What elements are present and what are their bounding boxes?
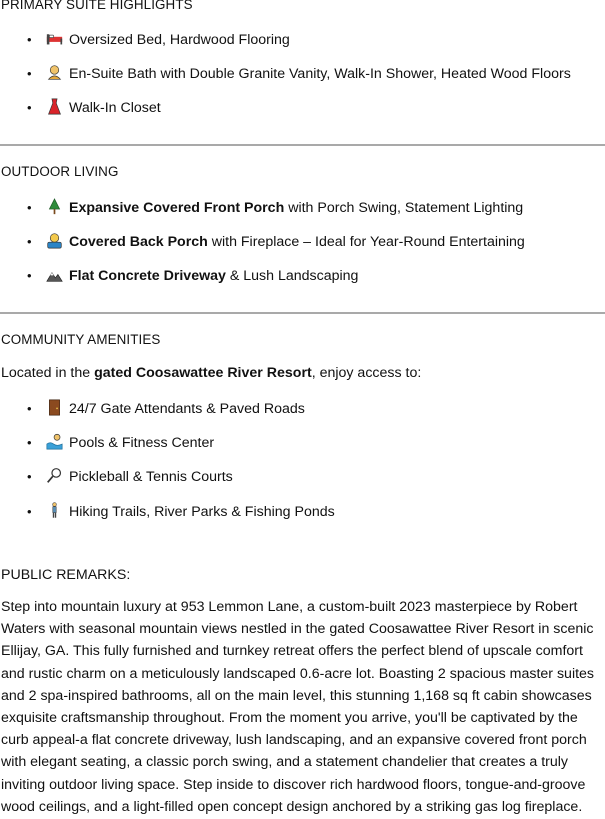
bullet: • <box>27 66 32 82</box>
list-item <box>0 98 605 132</box>
magnifier-icon <box>46 467 63 484</box>
bullet: • <box>27 435 32 451</box>
list-item <box>0 64 605 98</box>
list-item-text: with Porch Swing, Statement Lighting <box>284 200 524 216</box>
list-item <box>0 30 605 64</box>
remarks-line: curb appeal-a flat concrete driveway, lush landscaping, and an expansive covered front porch <box>1 732 587 749</box>
list-item-bold: Covered Back Porch <box>69 234 208 251</box>
person-in-bath-icon <box>46 64 63 81</box>
list-item-bold: Flat Concrete Driveway <box>69 268 226 285</box>
bullet: • <box>27 234 32 250</box>
dress-icon <box>46 98 63 115</box>
bullet: • <box>27 401 32 416</box>
door-icon <box>46 399 63 416</box>
list-item <box>0 467 605 501</box>
list-item-text: En-Suite Bath with Double Granite Vanity, Walk-In Shower, Heated Wood Floors <box>69 66 571 83</box>
list-item-text: with Fireplace – Ideal for Year-Round Entertaining <box>207 234 525 251</box>
mountain-house-icon <box>46 266 63 283</box>
evergreen-tree-icon <box>46 198 63 215</box>
list-item-text: Pickleball & Tennis Courts <box>69 469 233 486</box>
primary-suite-list <box>0 30 605 133</box>
person-icon <box>46 232 63 249</box>
list-item <box>0 232 605 266</box>
list-item <box>0 266 605 300</box>
list-item-text: Oversized Bed, Hardwood Flooring <box>69 32 290 48</box>
bullet: • <box>27 268 32 284</box>
remarks-line: exquisite craftsmanship throughout. From the moment you arrive, you'll be captivated by the <box>1 709 578 726</box>
remarks-line: Ellijay, GA. This fully furnished and turnkey retreat offers the perfect blend of upscale comfort <box>1 643 583 660</box>
swimmer-icon <box>46 433 63 450</box>
public-remarks-label: PUBLIC REMARKS: <box>1 567 131 583</box>
remarks-line: wood ceilings, and a light-filled open concept design anchored by a striking gas log fireplace. <box>1 798 583 815</box>
list-item-bold: Expansive Covered Front Porch <box>69 200 285 216</box>
list-item-text: Hiking Trails, River Parks & Fishing Ponds <box>69 503 335 520</box>
bullet: • <box>27 100 32 116</box>
bullet: • <box>27 503 32 519</box>
divider <box>0 144 605 146</box>
public-remarks-body <box>1 597 605 819</box>
remarks-line: Waters with seasonal mountain views nestled in the gated Coosawattee River Resort in scenic <box>1 621 594 638</box>
intro-bold: gated Coosawattee River Resort <box>94 365 312 381</box>
list-item-text: 24/7 Gate Attendants & Paved Roads <box>69 401 305 417</box>
outdoor-living-list <box>0 198 605 301</box>
list-item <box>0 502 605 536</box>
primary-suite-heading: PRIMARY SUITE HIGHLIGHTS <box>1 0 193 12</box>
community-heading: COMMUNITY AMENITIES <box>1 332 161 347</box>
list-item-text: Pools & Fitness Center <box>69 435 215 452</box>
list-item <box>0 399 605 433</box>
list-item <box>0 198 605 232</box>
community-list <box>0 399 605 536</box>
remarks-line: Step into mountain luxury at 953 Lemmon Lane, a custom-built 2023 masterpiece by Robert <box>1 599 578 615</box>
remarks-line: inviting outdoor living space. Step inside to discover rich hardwood floors, tongue-and-groove <box>1 776 586 793</box>
intro-text-end: , enjoy access to: <box>311 365 422 381</box>
hiker-icon <box>46 502 63 519</box>
intro-text: Located in the <box>1 365 95 381</box>
bullet: • <box>27 200 32 215</box>
list-item <box>0 433 605 467</box>
remarks-line: and 2 spa-inspired bathrooms, all on the main level, this stunning 1,168 sq ft cabin showcases <box>1 687 592 704</box>
bullet: • <box>27 469 32 485</box>
outdoor-living-heading: OUTDOOR LIVING <box>1 164 119 179</box>
bullet: • <box>27 32 32 47</box>
bed-icon <box>46 30 63 47</box>
remarks-line: and rustic charm on a meticulously landscaped 0.6-acre lot. Boasting 2 spacious master suites <box>1 665 595 682</box>
divider <box>0 312 605 314</box>
list-item-text: Walk-In Closet <box>69 100 161 117</box>
community-intro <box>1 365 421 381</box>
list-item-text: & Lush Landscaping <box>225 268 359 285</box>
remarks-line: with elegant seating, a classic porch swing, and a statement chandelier that creates a truly <box>1 754 569 771</box>
